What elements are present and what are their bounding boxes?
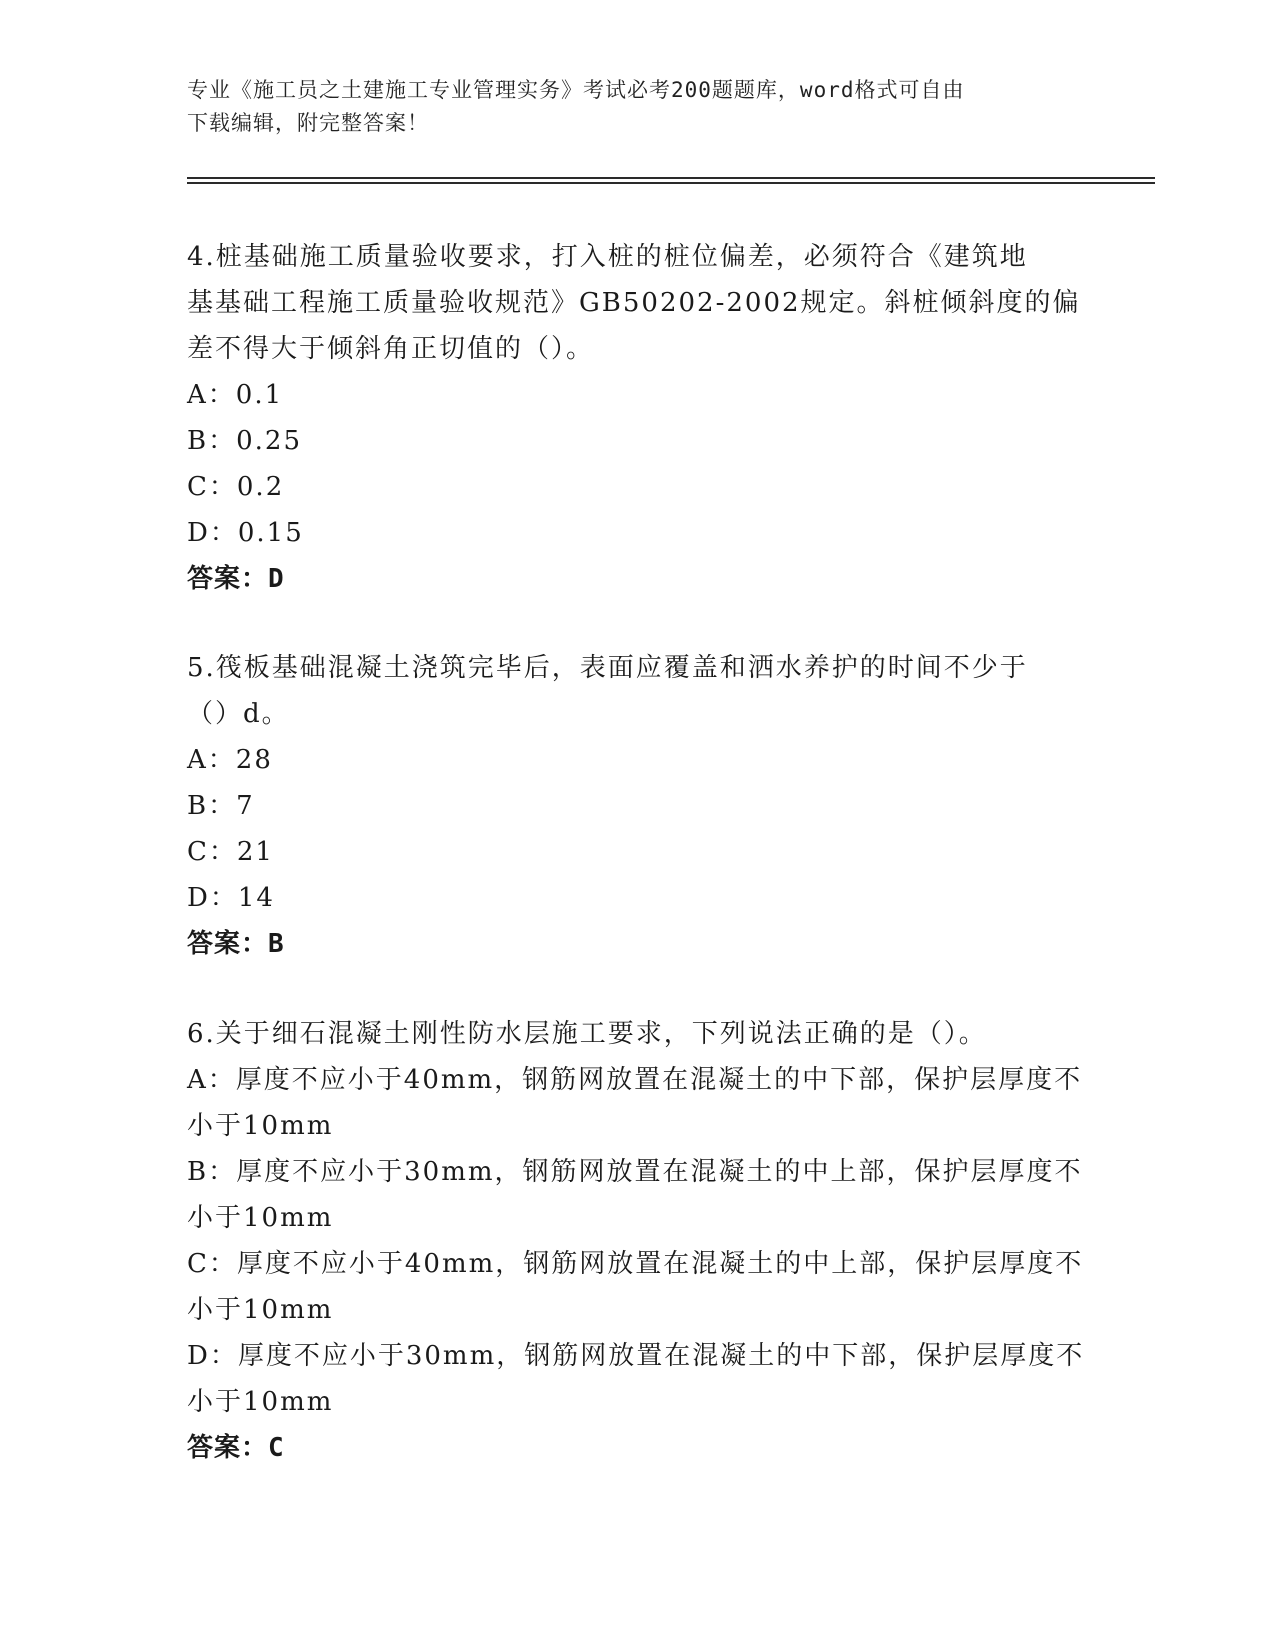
header-line: 专业《施工员之土建施工专业管理实务》考试必考200题题库，word格式可自由: [187, 78, 965, 102]
option-line: 小于10mm: [187, 1203, 334, 1233]
option-line: 小于10mm: [187, 1295, 334, 1325]
option-a: A：28: [187, 745, 273, 775]
question-stem: [187, 234, 1087, 372]
stem-line: 基基础工程施工质量验收规范》GB50202-2002规定。斜桩倾斜度的偏: [187, 288, 1081, 318]
option-a: A：0.1: [187, 380, 284, 410]
answer-label: 答案：C: [187, 1433, 285, 1463]
option-d: [187, 1333, 1087, 1425]
option-line: 小于10mm: [187, 1111, 334, 1141]
answer-label: 答案：D: [187, 564, 285, 594]
option-line: B：厚度不应小于30mm，钢筋网放置在混凝土的中上部，保护层厚度不: [187, 1157, 1083, 1187]
header-divider-bottom: [187, 182, 1155, 184]
question-stem: [187, 645, 1087, 737]
option-b: [187, 1149, 1087, 1241]
option-d: D：14: [187, 883, 275, 913]
header-line: 下载编辑，附完整答案！: [187, 111, 429, 135]
option-a: [187, 1057, 1087, 1149]
question-block: [187, 1011, 1087, 1471]
question-block: [187, 234, 1087, 602]
option-c: [187, 1241, 1087, 1333]
document-header: [187, 74, 1087, 140]
option-d: D：0.15: [187, 518, 304, 548]
option-b: B：0.25: [187, 426, 302, 456]
option-line: A：厚度不应小于40mm，钢筋网放置在混凝土的中下部，保护层厚度不: [187, 1065, 1083, 1095]
option-line: D：厚度不应小于30mm，钢筋网放置在混凝土的中下部，保护层厚度不: [187, 1341, 1085, 1371]
question-block: [187, 645, 1087, 967]
stem-line: 6.关于细石混凝土刚性防水层施工要求，下列说法正确的是（）。: [187, 1019, 987, 1049]
stem-line: （）d。: [187, 699, 290, 729]
question-stem: [187, 1011, 1087, 1057]
option-line: C：厚度不应小于40mm，钢筋网放置在混凝土的中上部，保护层厚度不: [187, 1249, 1084, 1279]
answer-label: 答案：B: [187, 929, 285, 959]
option-c: C：21: [187, 837, 274, 867]
option-b: B：7: [187, 791, 255, 821]
option-line: 小于10mm: [187, 1387, 334, 1417]
stem-line: 差不得大于倾斜角正切值的（）。: [187, 334, 595, 364]
header-divider-top: [187, 177, 1155, 179]
stem-line: 5.筏板基础混凝土浇筑完毕后，表面应覆盖和洒水养护的时间不少于: [187, 653, 1028, 683]
option-c: C：0.2: [187, 472, 285, 502]
stem-line: 4.桩基础施工质量验收要求，打入桩的桩位偏差，必须符合《建筑地: [187, 242, 1028, 272]
